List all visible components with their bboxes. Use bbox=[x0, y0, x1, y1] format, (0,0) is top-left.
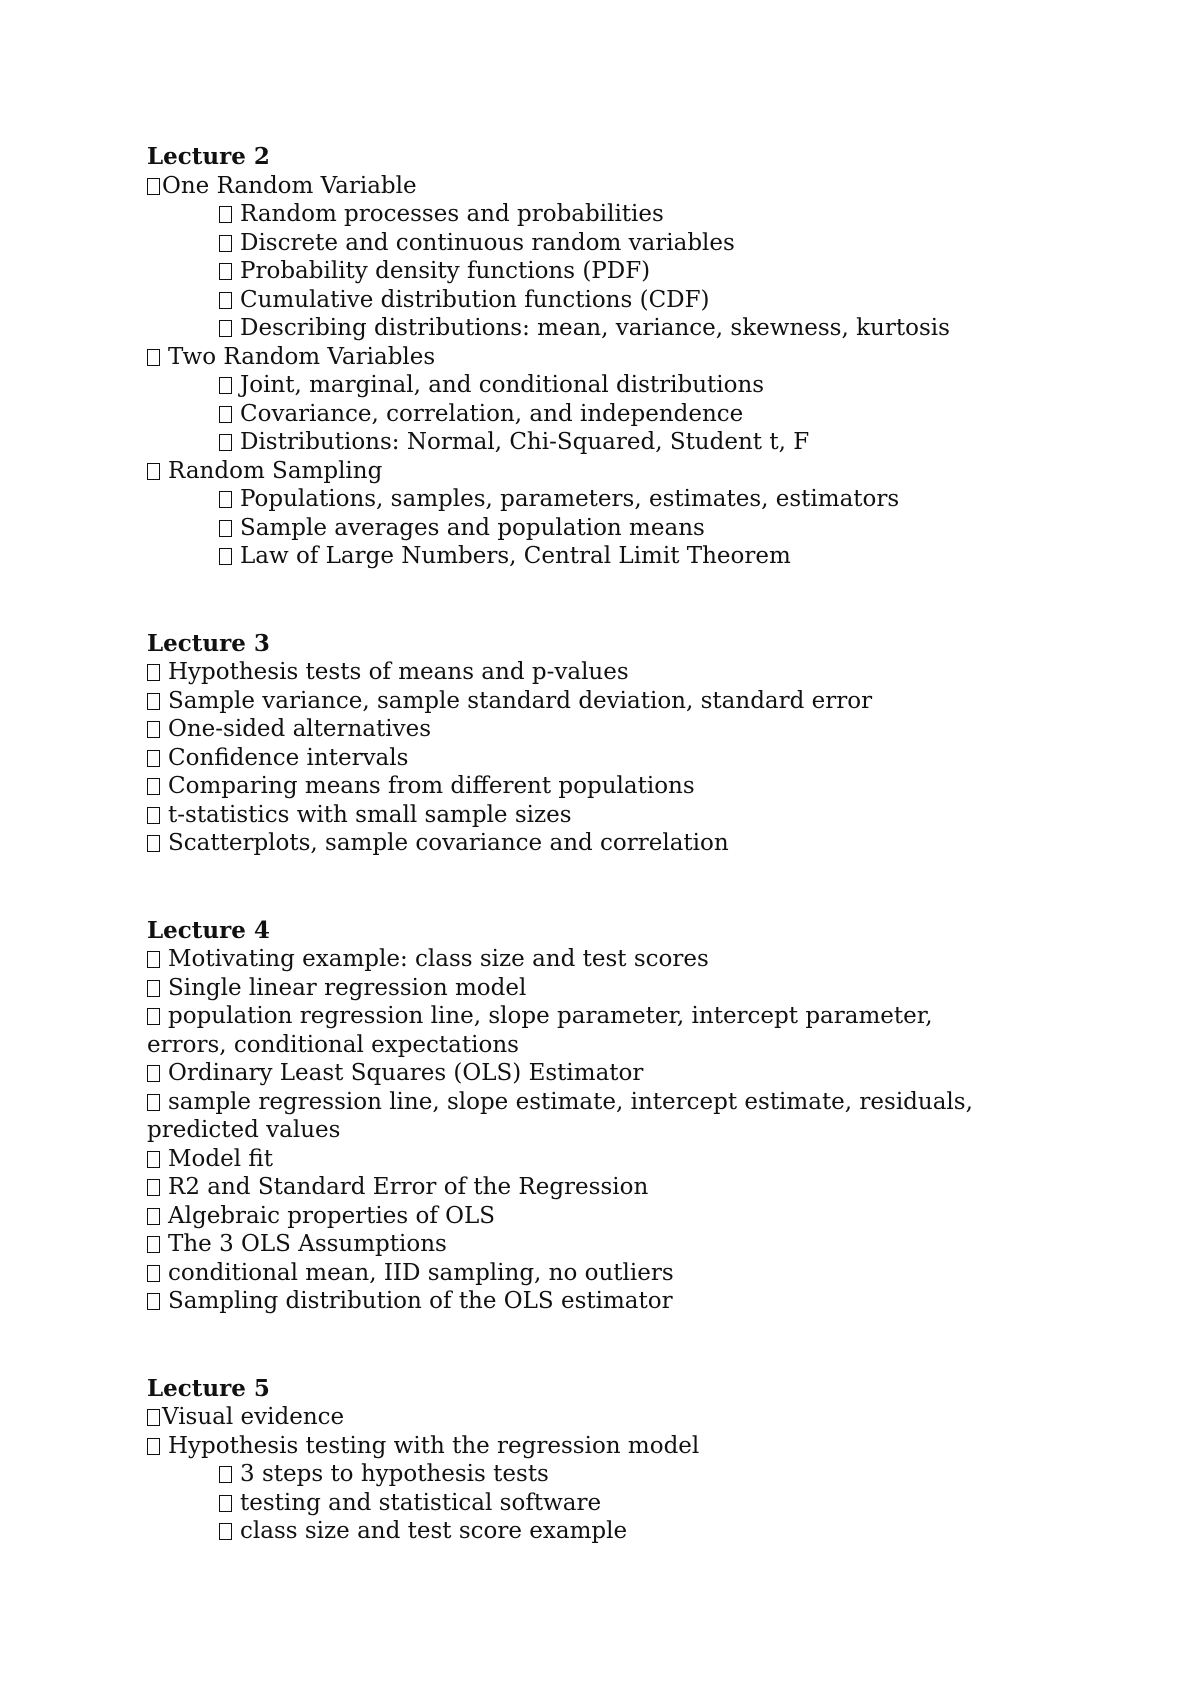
bullet-box-icon bbox=[147, 1008, 160, 1025]
outline-item bbox=[147, 772, 1147, 801]
outline-item-text: Law of Large Numbers, Central Limit Theorem bbox=[240, 543, 791, 569]
outline-item-text: Hypothesis tests of means and p-values bbox=[168, 659, 629, 685]
lecture-section bbox=[147, 1375, 1147, 1546]
bullet-box-icon bbox=[147, 463, 160, 480]
outline-item-text: Sample averages and population means bbox=[240, 514, 705, 541]
outline-item bbox=[147, 1116, 1147, 1145]
outline-item-text: Probability density functions (PDF) bbox=[240, 258, 651, 284]
outline-item bbox=[147, 400, 1147, 429]
outline-item-text: Hypothesis testing with the regression model bbox=[168, 1432, 700, 1459]
outline-item-text: Joint, marginal, and conditional distributions bbox=[240, 372, 765, 398]
bullet-box-icon bbox=[219, 406, 232, 423]
outline-item-text: Populations, samples, parameters, estimates, estimators bbox=[240, 486, 900, 512]
bullet-box-icon bbox=[147, 951, 160, 968]
outline-item bbox=[147, 1145, 1147, 1174]
bullet-box-icon bbox=[147, 1236, 160, 1253]
bullet-box-icon bbox=[219, 377, 232, 394]
outline-item bbox=[147, 1173, 1147, 1202]
outline-item bbox=[147, 314, 1147, 343]
outline-item bbox=[147, 715, 1147, 744]
lecture-title: Lecture 3 bbox=[147, 629, 270, 657]
outline-item-text: Describing distributions: mean, variance, skewness, kurtosis bbox=[240, 315, 950, 341]
outline-item-text: Two Random Variables bbox=[168, 343, 436, 370]
bullet-box-icon bbox=[219, 548, 232, 565]
bullet-box-icon bbox=[147, 1293, 160, 1310]
bullet-box-icon bbox=[219, 235, 232, 252]
outline-item-text: Scatterplots, sample covariance and correlation bbox=[168, 830, 729, 856]
bullet-box-icon bbox=[219, 320, 232, 337]
bullet-box-icon bbox=[219, 1466, 232, 1483]
bullet-box-icon bbox=[147, 1065, 160, 1082]
outline-item bbox=[147, 1202, 1147, 1231]
outline-item-text: Model fit bbox=[168, 1145, 273, 1172]
bullet-box-icon bbox=[219, 263, 232, 280]
outline-item-text: sample regression line, slope estimate, intercept estimate, residuals, bbox=[168, 1088, 973, 1115]
outline-item bbox=[147, 1002, 1147, 1031]
bullet-box-icon bbox=[219, 491, 232, 508]
bullet-box-icon bbox=[147, 1409, 160, 1426]
outline-item bbox=[147, 286, 1147, 315]
bullet-box-icon bbox=[219, 206, 232, 223]
outline-item-text: 3 steps to hypothesis tests bbox=[240, 1461, 549, 1487]
outline-item-text: Sample variance, sample standard deviation, standard error bbox=[168, 687, 873, 714]
bullet-box-icon bbox=[147, 1208, 160, 1225]
bullet-box-icon bbox=[147, 1265, 160, 1282]
outline-item bbox=[147, 974, 1147, 1003]
outline-item-text: t-statistics with small sample sizes bbox=[168, 801, 572, 828]
outline-item bbox=[147, 1517, 1147, 1546]
outline-item bbox=[147, 687, 1147, 716]
lecture-section bbox=[147, 143, 1147, 571]
outline-item bbox=[147, 1287, 1147, 1316]
outline-item bbox=[147, 172, 1147, 201]
bullet-box-icon bbox=[219, 1495, 232, 1512]
outline-item-text: Algebraic properties of OLS bbox=[168, 1202, 496, 1229]
outline-item bbox=[147, 257, 1147, 286]
lecture-title: Lecture 5 bbox=[147, 1374, 270, 1402]
outline-item-text: Single linear regression model bbox=[168, 974, 527, 1001]
outline-item bbox=[147, 1259, 1147, 1288]
outline-item bbox=[147, 744, 1147, 773]
outline-item bbox=[147, 514, 1147, 543]
outline-item-text: Confidence intervals bbox=[168, 744, 409, 771]
outline-item bbox=[147, 485, 1147, 514]
bullet-box-icon bbox=[219, 1523, 232, 1540]
bullet-box-icon bbox=[147, 835, 160, 852]
outline-item bbox=[147, 457, 1147, 486]
outline-item-text: R2 and Standard Error of the Regression bbox=[168, 1174, 649, 1200]
outline-item bbox=[147, 1489, 1147, 1518]
bullet-box-icon bbox=[147, 807, 160, 824]
bullet-box-icon bbox=[147, 750, 160, 767]
bullet-box-icon bbox=[147, 721, 160, 738]
bullet-box-icon bbox=[147, 1151, 160, 1168]
bullet-box-icon bbox=[147, 980, 160, 997]
outline-item bbox=[147, 1432, 1147, 1461]
outline-item bbox=[147, 1059, 1147, 1088]
bullet-box-icon bbox=[147, 1179, 160, 1196]
bullet-box-icon bbox=[147, 664, 160, 681]
outline-item-text: Distributions: Normal, Chi-Squared, Student t, F bbox=[240, 429, 810, 455]
bullet-box-icon bbox=[147, 349, 160, 366]
outline-item bbox=[147, 1031, 1147, 1060]
bullet-box-icon bbox=[219, 434, 232, 451]
lecture-section bbox=[147, 917, 1147, 1316]
outline-item-text: Motivating example: class size and test scores bbox=[168, 946, 709, 972]
outline-item bbox=[147, 229, 1147, 258]
outline-item-text: predicted values bbox=[147, 1117, 341, 1143]
outline-item-text: Random processes and probabilities bbox=[240, 201, 664, 227]
outline-item bbox=[147, 428, 1147, 457]
outline-item bbox=[147, 542, 1147, 571]
outline-item bbox=[147, 200, 1147, 229]
lecture-title: Lecture 4 bbox=[147, 916, 270, 944]
outline-item bbox=[147, 1403, 1147, 1432]
outline-item bbox=[147, 343, 1147, 372]
lecture-title: Lecture 2 bbox=[147, 143, 270, 170]
outline-item bbox=[147, 1460, 1147, 1489]
bullet-box-icon bbox=[147, 1094, 160, 1111]
lecture-section bbox=[147, 630, 1147, 858]
outline-item-text: class size and test score example bbox=[240, 1518, 628, 1544]
outline-item-text: One Random Variable bbox=[162, 172, 417, 199]
outline-item-text: errors, conditional expectations bbox=[147, 1031, 519, 1058]
outline-item-text: Cumulative distribution functions (CDF) bbox=[240, 286, 710, 313]
outline-item-text: population regression line, slope parameter, intercept parameter, bbox=[168, 1003, 933, 1029]
outline-item-text: Ordinary Least Squares (OLS) Estimator bbox=[168, 1060, 644, 1086]
outline-item-text: Comparing means from different populations bbox=[168, 773, 695, 799]
outline-item bbox=[147, 658, 1147, 687]
outline-item bbox=[147, 945, 1147, 974]
outline-item bbox=[147, 1230, 1147, 1259]
bullet-box-icon bbox=[147, 178, 160, 195]
outline-item bbox=[147, 1088, 1147, 1117]
outline-item-text: Sampling distribution of the OLS estimator bbox=[168, 1288, 673, 1314]
outline-item bbox=[147, 801, 1147, 830]
outline-item-text: Visual evidence bbox=[162, 1404, 345, 1430]
outline-item-text: The 3 OLS Assumptions bbox=[168, 1231, 447, 1257]
outline-item-text: testing and statistical software bbox=[240, 1489, 602, 1516]
bullet-box-icon bbox=[147, 693, 160, 710]
bullet-box-icon bbox=[147, 778, 160, 795]
outline-item-text: conditional mean, IID sampling, no outliers bbox=[168, 1259, 674, 1286]
outline-item-text: One-sided alternatives bbox=[168, 716, 432, 742]
document-page bbox=[147, 143, 1147, 1605]
outline-item bbox=[147, 829, 1147, 858]
bullet-box-icon bbox=[219, 292, 232, 309]
outline-item-text: Covariance, correlation, and independence bbox=[240, 400, 744, 427]
outline-item bbox=[147, 371, 1147, 400]
outline-item-text: Random Sampling bbox=[168, 457, 383, 484]
outline-item-text: Discrete and continuous random variables bbox=[240, 229, 735, 256]
bullet-box-icon bbox=[147, 1438, 160, 1455]
bullet-box-icon bbox=[219, 520, 232, 537]
